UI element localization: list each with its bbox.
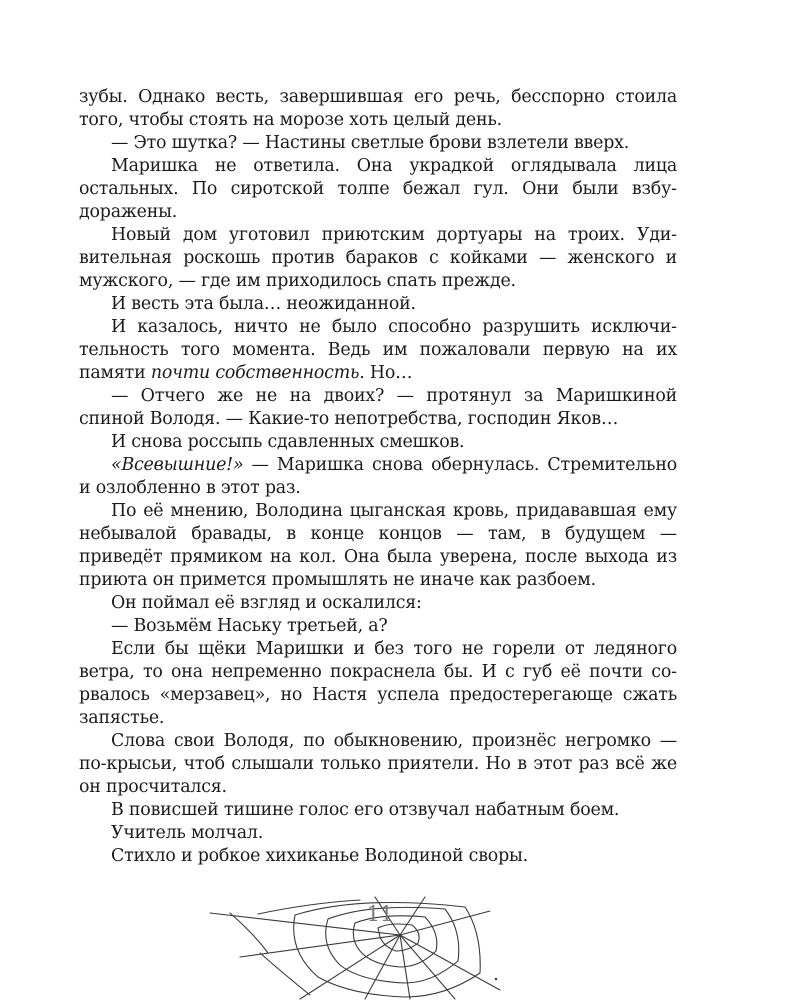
- page-body: [79, 86, 677, 868]
- paragraph-3: Маришка не ответила. Она украдкой оглядывала лица остальных. По сиротской толпе бежал гул. Они были взбудоражены.: [79, 156, 677, 222]
- paragraph-16: Учитель молчал.: [111, 823, 264, 843]
- paragraph-13: Если бы щёки Маришки и без того не горели от ледяного ветра, то она непременно покраснела бы. И с губ её почти сорвалось «мерзавец», но Настя успела предостерегающе сжать запястье.: [79, 639, 677, 728]
- paragraph-4: Новый дом уготовил приютским дортуары на троих. Удивительная роскошь против бараков с койками — женского и мужского, — где им приходилось спать прежде.: [79, 225, 677, 291]
- paragraph-8: И снова россыпь сдавленных смешков.: [111, 432, 465, 452]
- paragraph-6: [79, 316, 677, 385]
- paragraph-2: — Это шутка? — Настины светлые брови взлетели вверх.: [111, 133, 630, 153]
- paragraph-1: зубы. Однако весть, завершившая его речь, бесспорно стоила того, чтобы стоять на морозе хоть целый день.: [79, 87, 677, 130]
- paragraph-6-start: И казалось, ничто не было способно разрушить исключительность того момента. Ведь им пожаловали первую на их памяти: [79, 317, 677, 383]
- paragraph-12: — Возьмём Наську третьей, а?: [111, 616, 388, 636]
- paragraph-11: Он поймал её взгляд и оскалился:: [111, 593, 422, 613]
- paragraph-6-emphasis: почти собственность: [150, 363, 360, 383]
- paragraph-7: — Отчего же не на двоих? — протянул за Маришкиной спиной Володя. — Какие-то непотребства, господин Яков…: [79, 386, 677, 429]
- paragraph-15: В повисшей тишине голос его отзвучал набатным боем.: [111, 800, 620, 820]
- paragraph-9-emphasis: «Всевышние!»: [111, 455, 244, 475]
- page-number: 11: [366, 902, 394, 926]
- paragraph-6-end: . Но…: [359, 363, 413, 383]
- paragraph-14: Слова свои Володя, по обыкновению, произнёс негромко — по-крысьи, чтоб слышали только приятели. Но в этот раз всё же он просчитался.: [79, 731, 677, 797]
- paragraph-10: По её мнению, Володина цыганская кровь, придававшая ему небывалой бравады, в конце концов — там, в будущем — приведёт прямиком на кол. Она была уверена, после выхода из приюта он примется промышлять не иначе как разбоем.: [79, 501, 677, 590]
- paragraph-9: [79, 454, 677, 500]
- paragraph-5: И весть эта была… неожиданной.: [111, 294, 416, 314]
- paragraph-9-end: — Маришка снова обернулась. Стремительно и озлобленно в этот раз.: [79, 455, 677, 498]
- paragraph-17: Стихло и робкое хихиканье Володиной своры.: [111, 846, 528, 866]
